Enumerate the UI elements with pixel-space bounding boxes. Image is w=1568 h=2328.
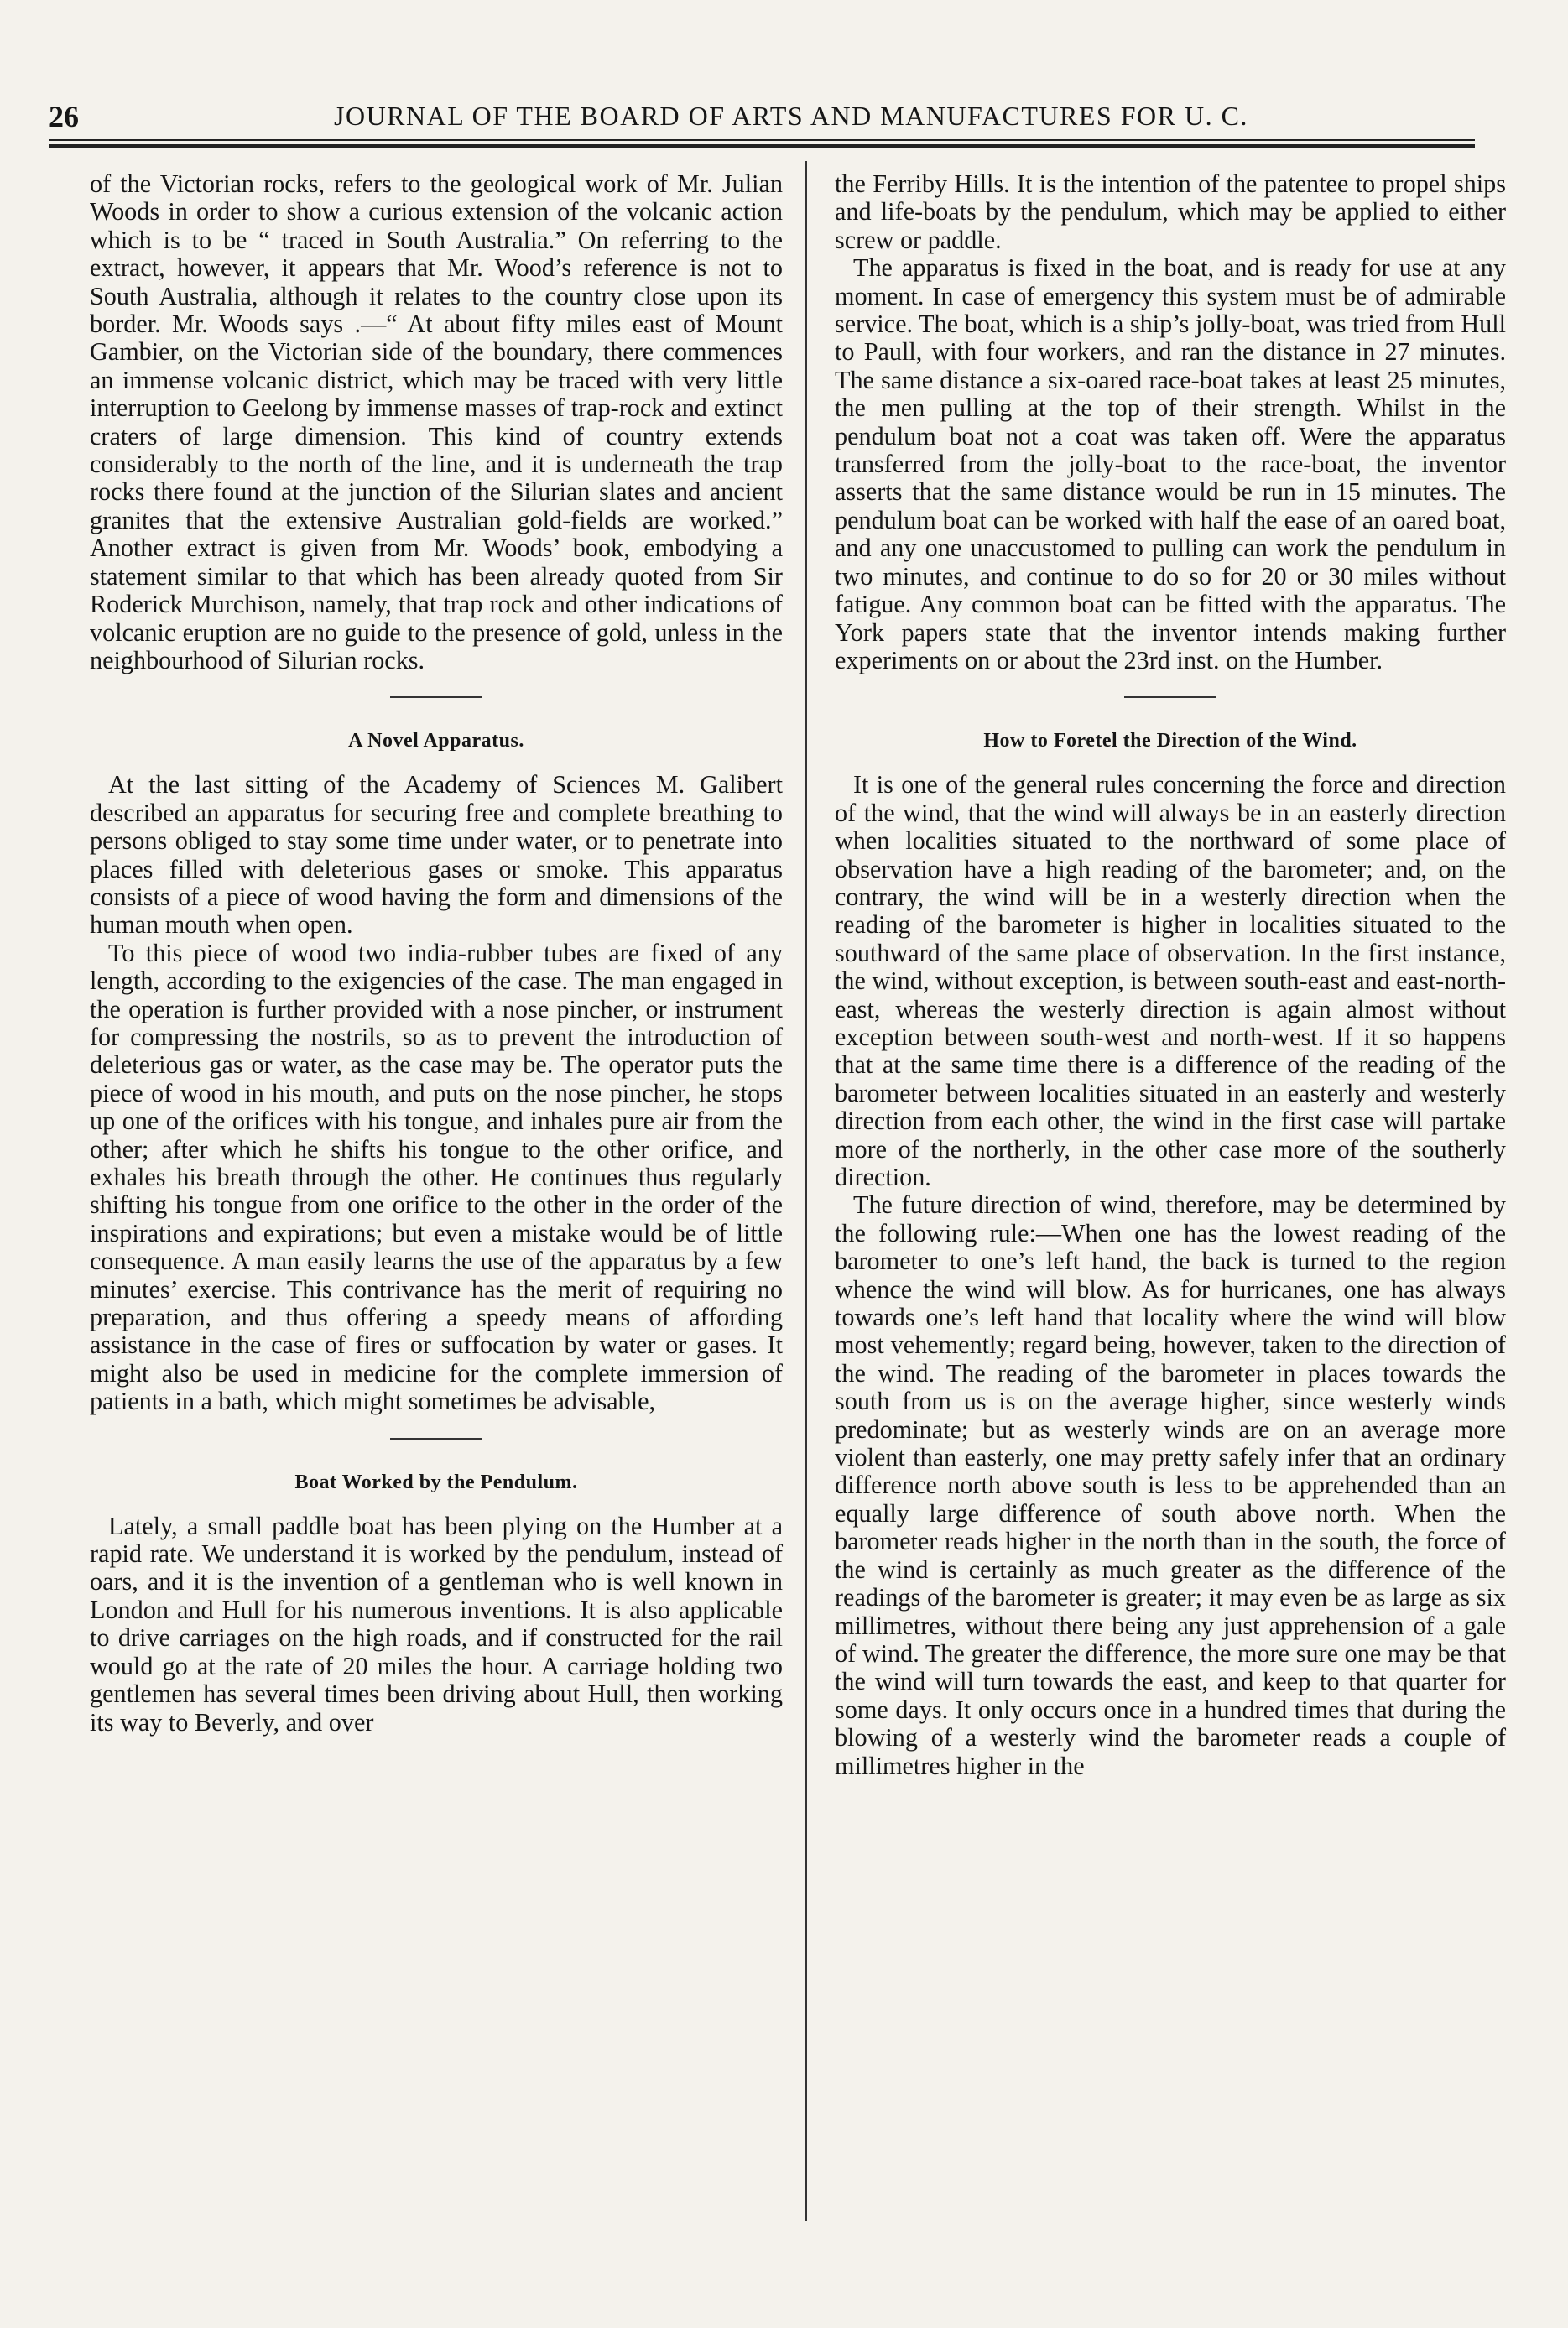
boat-pendulum-apparatus-paragraph: The apparatus is fixed in the boat, and is ready for use at any moment. In case of emergency this system must be of admirable service. The boat, which is a ship’s jolly-boat, was tried from Hull to Paull, with four workers, and ran the distance in 27 minutes. The same distance a six-oared race-boat takes at least 25 minutes, the men pulling at the top of their strength. Whilst in the pendulum boat not a coat was taken off. Were the apparatus transferred from the jolly-boat to the race-boat, the inventor asserts that the same distance would be run in 15 minutes. The pendulum boat can be worked with half the ease of an oared boat, and any one unaccustomed to pulling can work the pendulum in two minutes, and continue to do so for 20 or 30 miles without fatigue. Any common boat can be fitted with the apparatus. The York papers state that the inventor intends making further experiments on or about the 23rd inst. on the Humber. xyxy=(835,253,1506,674)
section-separator xyxy=(390,1438,482,1440)
column-divider xyxy=(805,161,807,2221)
heading-novel-apparatus: A Novel Apparatus. xyxy=(348,730,524,753)
boat-pendulum-continued: the Ferriby Hills. It is the intention of the patentee to propel ships and life-boats by the pendulum, which may be applied to either screw or paddle. xyxy=(835,169,1506,254)
page-header xyxy=(49,99,1475,141)
running-title: JOURNAL OF THE BOARD OF ARTS AND MANUFACTURES FOR U. C. xyxy=(334,101,1248,131)
page-number: 26 xyxy=(49,100,79,133)
novel-apparatus-paragraph-2: To this piece of wood two india-rubber tubes are fixed of any length, according to the exigencies of the case. The man engaged in the operation is further provided with a nose pincher, or instrument for compressing the nostrils, so as to prevent the introduction of deleterious gas or water, as the case may be. The operator puts the piece of wood in his mouth, and puts on the nose pincher, he stops up one of the orifices with his tongue, and inhales pure air from the other; after which he shifts his tongue to the other orifice, and exhales his breath through the other. He continues thus regularly shifting his tongue from one orifice to the other in the order of the inspirations and expirations; but even a mistake would be of little consequence. A man easily learns the use of the apparatus by a few minutes’ exercise. This contrivance has the merit of requiring no preparation, and thus offering a speedy means of affording assistance in the case of fires or suffocation by water or gases. It might also be used in medicine for the complete immersion of patients in a bath, which might sometimes be advisable, xyxy=(90,938,783,1416)
wind-direction-paragraph-1: It is one of the general rules concerning the force and direction of the wind, that the wind will always be in an easterly direction when localities situated to the northward of some place of observation have a high reading of the barometer; and, on the contrary, the wind will be in a westerly direction when the reading of the barometer is higher in localities situated to the southward of the same place of observation. In the first instance, the wind, without exception, is between south-east and east-north-east, whereas the westerly direction is again almost without exception between south-west and north-west. If it so happens that at the same time there is a difference of the reading of the barometer between localities situated in an easterly and westerly direction from each other, the wind in the first case will partake more of the northerly, in the other case more of the southerly direction. xyxy=(835,770,1506,1191)
right-column xyxy=(835,170,1506,1780)
left-column xyxy=(90,170,783,1737)
header-rule-thick xyxy=(49,144,1475,148)
wind-direction-paragraph-2: The future direction of wind, therefore, may be determined by the following rule:—When one has the lowest reading of the barometer to one’s left hand, the back is turned to the region whence the wind will blow. As for hurricanes, one has always towards one’s left hand that locality where the wind will blow most vehemently; regard being, however, taken to the direction of the wind. The reading of the barometer in places towards the south from us is on the average higher, since westerly winds predominate; but as westerly winds are on an average more violent than easterly, one may pretty safely infer that an ordinary difference north above south is less to be apprehended than an equally large difference of south above north. When the barometer reads higher in the north than in the south, the force of the wind is certainly as much greater as the difference of the readings of the barometer is greater; it may even be as large as six millimetres, without there being any just apprehension of a gale of wind. The greater the difference, the more sure one may be that the wind will turn towards the east, and keep to that quarter for some days. It only occurs once in a hundred times that during the blowing of a westerly wind the barometer reads a couple of millimetres higher in the xyxy=(835,1190,1506,1780)
article-continuation: of the Victorian rocks, refers to the geological work of Mr. Julian Woods in order to show a curious extension of the volcanic action which is to be “ traced in South Australia.” On referring to the extract, however, it appears that Mr. Wood’s reference is not to South Australia, although it relates to the country close upon its border. Mr. Woods says .—“ At about fifty miles east of Mount Gambier, on the Victorian side of the boundary, there commences an immense volcanic district, which may be traced with very little interruption to Geelong by immense masses of trap-rock and extinct craters of large dimension. This kind of country extends considerably to the north of the line, and it is underneath the trap rocks there found at the junction of the Silurian slates and ancient granites that the extensive Australian gold-fields are worked.” Another extract is given from Mr. Woods’ book, embodying a statement similar to that which has been already quoted from Sir Roderick Murchison, namely, that trap rock and other indications of volcanic eruption are no guide to the presence of gold, unless in the neighbourhood of Silurian rocks. xyxy=(90,169,783,674)
boat-pendulum-paragraph: Lately, a small paddle boat has been plying on the Humber at a rapid rate. We understand it is worked by the pendulum, instead of oars, and it is the invention of a gentleman who is well known in London and Hull for his numerous inventions. It is also applicable to drive carriages on the high roads, and if constructed for the rail would go at the rate of 20 miles the hour. A carriage holding two gentlemen has several times been driving about Hull, then working its way to Beverly, and over xyxy=(90,1511,783,1737)
heading-wind-direction: How to Foretel the Direction of the Wind. xyxy=(983,730,1357,753)
heading-boat-pendulum: Boat Worked by the Pendulum. xyxy=(294,1471,578,1493)
header-rule-thin xyxy=(49,139,1475,141)
novel-apparatus-paragraph-1: At the last sitting of the Academy of Sciences M. Galibert described an apparatus for securing free and complete breathing to persons obliged to stay some time under water, or to penetrate into places filled with deleterious gases or smoke. This apparatus consists of a piece of wood having the form and dimensions of the human mouth when open. xyxy=(90,770,783,940)
section-separator xyxy=(1124,696,1216,698)
section-separator xyxy=(390,696,482,698)
